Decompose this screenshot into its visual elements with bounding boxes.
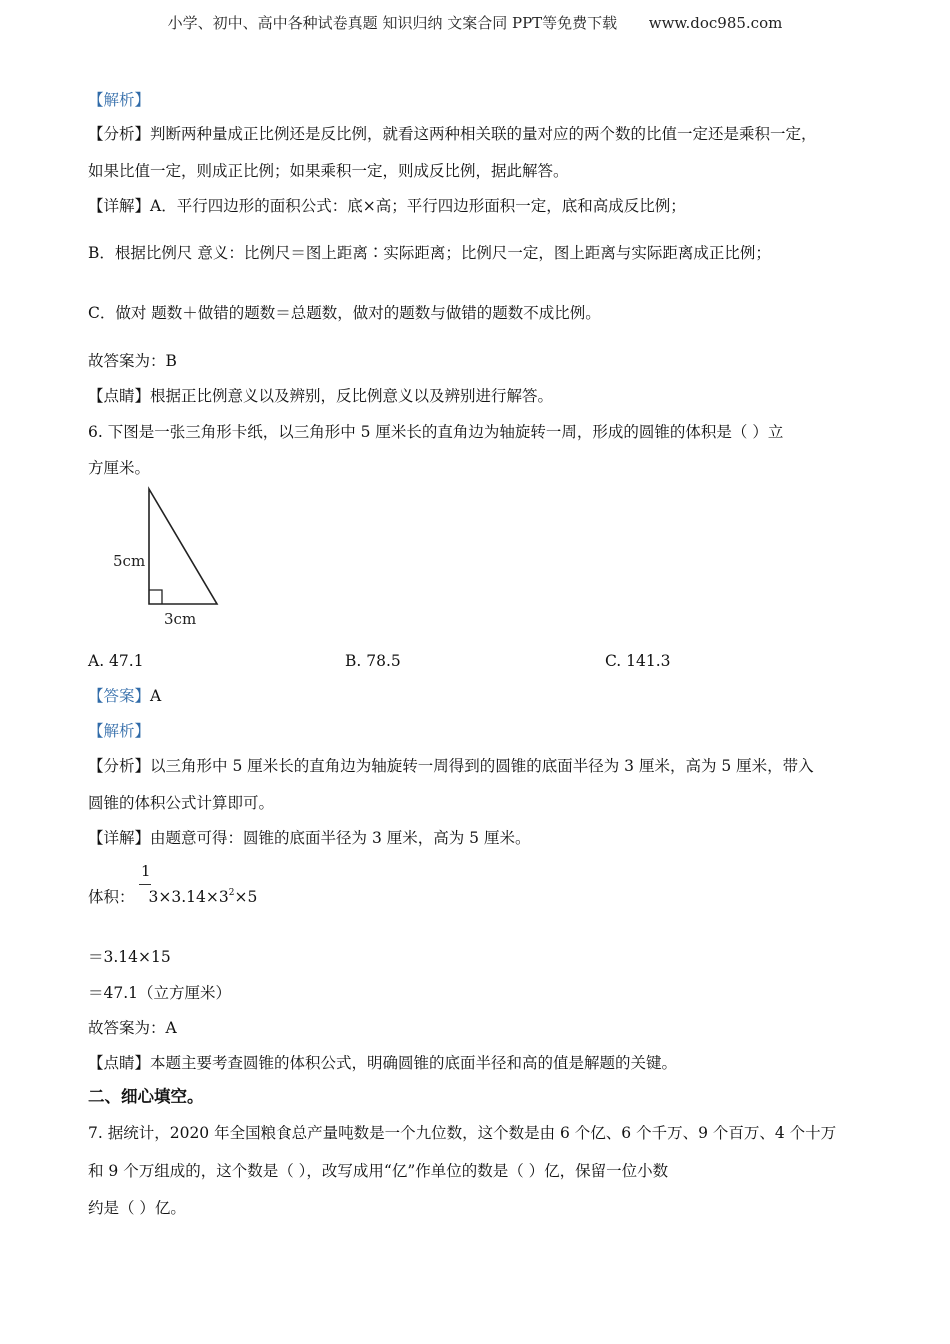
q5-xiangjie-c: C．做对 题数＋做错的题数＝总题数，做对的题数与做错的题数不成比例。	[88, 304, 601, 322]
q5-xiangjie-a-text: A．平行四边形的面积公式：底×高；平行四边形面积一定，底和高成反比例；	[150, 197, 686, 215]
q6-fenxi-line-1	[88, 755, 814, 777]
q5-fenxi-line-2: 如果比值一定，则成正比例；如果乘积一定，则成反比例，据此解答。	[88, 162, 569, 180]
q5-dianjing-tag: 【点睛】	[88, 387, 151, 405]
q6-fenxi-line-2: 圆锥的体积公式计算即可。	[88, 794, 275, 812]
volume-label: 体积：	[88, 888, 135, 906]
section-title: 二、细心填空。	[88, 1087, 204, 1106]
q5-xiangjie-b: B．根据比例尺 意义：比例尺＝图上距离∶实际距离；比例尺一定，图上距离与实际距离成正比例；	[88, 244, 771, 262]
option-a: A. 47.1	[88, 652, 144, 670]
q6-xiangjie-text: 由题意可得：圆锥的底面半径为 3 厘米，高为 5 厘米。	[150, 829, 531, 847]
q5-fenxi-tag: 【分析】	[88, 125, 151, 143]
right-triangle	[149, 489, 217, 604]
q6-step-1: ＝3.14×15	[88, 948, 171, 966]
q5-dianjing-text: 根据正比例意义以及辨别，反比例意义以及辨别进行解答。	[150, 387, 554, 405]
header-text: 小学、初中、高中各种试卷真题 知识归纳 文案合同 PPT等免费下载	[167, 14, 618, 32]
q6-jiexi-tag: 【解析】	[88, 722, 151, 740]
page-header	[0, 12, 950, 33]
base-label: 3cm	[164, 610, 197, 628]
q6-fenxi-tag: 【分析】	[88, 757, 151, 775]
option-b: B. 78.5	[345, 652, 401, 670]
q6-dianjing-tag: 【点睛】	[88, 1054, 151, 1072]
q6-answer	[88, 685, 161, 707]
formula-part-b: ×5	[234, 888, 258, 906]
q7-line-1: 7. 据统计，2020 年全国粮食总产量吨数是一个九位数，这个数是由 6 个亿、6 个千万、9 个百万、4 个十万	[88, 1124, 837, 1142]
q6-answer-line: 故答案为：A	[88, 1019, 177, 1037]
q6-daan-value: A	[150, 687, 162, 705]
height-label: 5cm	[113, 552, 146, 570]
q5-jiexi-tag: 【解析】	[88, 91, 151, 109]
right-angle-mark	[149, 590, 162, 604]
header-url[interactable]: www.doc985.com	[648, 14, 783, 32]
q6-daan-tag: 【答案】	[88, 687, 151, 705]
option-c: C. 141.3	[605, 652, 671, 670]
q5-fenxi-text-1: 判断两种量成正比例还是反比例，就看这两种相关联的量对应的两个数的比值一定还是乘积一定，	[150, 125, 817, 143]
q7-line-2: 和 9 个万组成的，这个数是（ ），改写成用“亿”作单位的数是（ ）亿，保留一位小数	[88, 1162, 669, 1180]
q5-answer: 故答案为：B	[88, 352, 177, 370]
triangle-figure	[110, 484, 240, 638]
q6-volume-formula	[88, 886, 257, 908]
q6-dianjing	[88, 1052, 677, 1074]
fraction-denominator: 3	[148, 888, 159, 906]
q6-xiangjie	[88, 827, 530, 849]
formula-part-a: ×3.14×3	[158, 888, 229, 906]
q5-fenxi-line-1	[88, 123, 817, 145]
triangle-diagram	[110, 484, 240, 634]
q6-xiangjie-tag: 【详解】	[88, 829, 151, 847]
formula-exponent: 2	[228, 888, 235, 898]
fraction-numerator: 1	[141, 862, 151, 880]
q5-dianjing	[88, 385, 553, 407]
q5-xiangjie-a	[88, 195, 686, 217]
q5-xiangjie-tag: 【详解】	[88, 197, 151, 215]
q6-step-2: ＝47.1（立方厘米）	[88, 984, 232, 1002]
fraction-bar	[139, 884, 151, 885]
q6-stem-2: 方厘米。	[88, 459, 151, 477]
q7-line-3: 约是（ ）亿。	[88, 1199, 186, 1217]
q6-dianjing-text: 本题主要考查圆锥的体积公式，明确圆锥的底面半径和高的值是解题的关键。	[150, 1054, 678, 1072]
q6-stem-1: 6. 下图是一张三角形卡纸，以三角形中 5 厘米长的直角边为轴旋转一周，形成的圆锥的体积是（ ）立	[88, 423, 784, 441]
q6-fenxi-text-1: 以三角形中 5 厘米长的直角边为轴旋转一周得到的圆锥的底面半径为 3 厘米，高为 5 厘米，带入	[150, 757, 814, 775]
